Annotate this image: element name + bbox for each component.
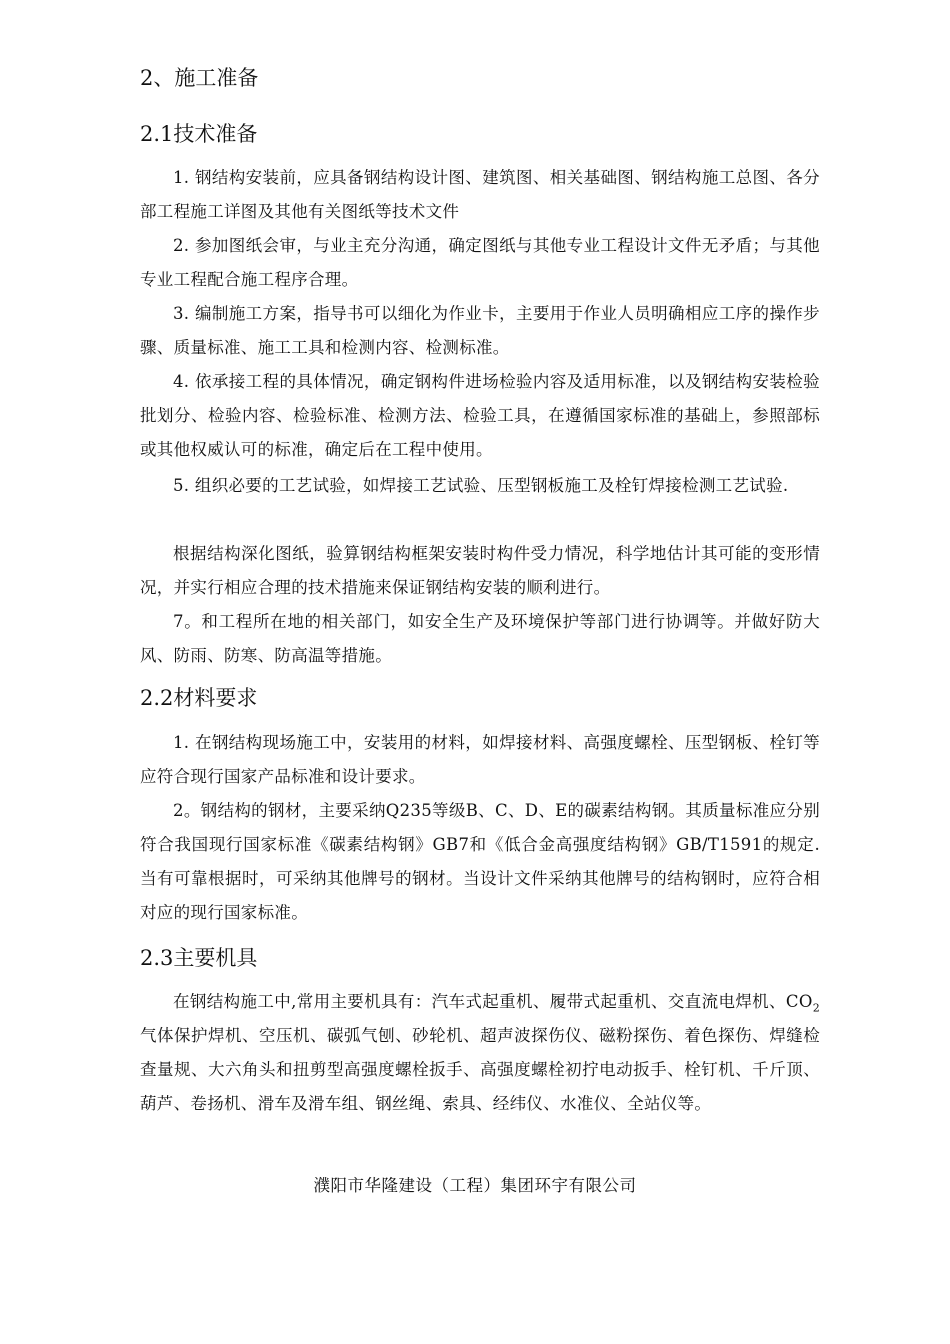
paragraph-2-1-7: 7。和工程所在地的相关部门，如安全生产及环境保护等部门进行协调等。并做好防大风、防雨、防寒、防高温等措施。 [140, 612, 820, 665]
paragraph-2-1-5: 5. 组织必要的工艺试验，如焊接工艺试验、压型钢板施工及栓钉焊接检测工艺试验. [173, 476, 789, 495]
co2-subscript: 2 [812, 1001, 820, 1015]
paragraph-2-1-1: 1. 钢结构安装前，应具备钢结构设计图、建筑图、相关基础图、钢结构施工总图、各分部工程施工详图及其他有关图纸等技术文件 [140, 168, 820, 221]
heading-2-2: 2.2材料要求 [140, 686, 258, 710]
paragraph-2-1-3: 3. 编制施工方案，指导书可以细化为作业卡，主要用于作业人员明确相应工序的操作步骤、质量标准、施工工具和检测内容、检测标准。 [140, 304, 820, 357]
heading-2-3: 2.3主要机具 [140, 946, 258, 970]
section-title: 2、施工准备 [140, 66, 259, 90]
paragraph-2-2-1: 1. 在钢结构现场施工中，安装用的材料，如焊接材料、高强度螺栓、压型钢板、栓钉等应符合现行国家产品标准和设计要求。 [140, 733, 820, 786]
paragraph-2-1-6: 根据结构深化图纸，验算钢结构框架安装时构件受力情况，科学地估计其可能的变形情况，并实行相应合理的技术措施来保证钢结构安装的顺利进行。 [140, 544, 820, 597]
paragraph-2-1-2: 2. 参加图纸会审，与业主充分沟通，确定图纸与其他专业工程设计文件无矛盾；与其他专业工程配合施工程序合理。 [140, 236, 820, 289]
equipment-text-part2: 气体保护焊机、空压机、碳弧气刨、砂轮机、超声波探伤仪、磁粉探伤、着色探伤、焊缝检查量规、大六角头和扭剪型高强度螺栓扳手、高强度螺栓初拧电动扳手、栓钉机、千斤顶、葫芦、卷扬机、滑车及滑车组、钢丝绳、索具、经纬仪、水准仪、全站仪等。 [140, 1026, 820, 1113]
paragraph-2-3-1 [140, 985, 820, 1121]
paragraph-2-2-2: 2。钢结构的钢材，主要采纳Q235等级B、C、D、E的碳素结构钢。其质量标准应分别符合我国现行国家标准《碳素结构钢》GB7和《低合金高强度结构钢》GB/T1591的规定.当有可靠根据时，可采纳其他牌号的钢材。当设计文件采纳其他牌号的结构钢时，应符合相对应的现行国家标准。 [140, 801, 820, 922]
paragraph-2-1-4: 4. 依承接工程的具体情况，确定钢构件进场检验内容及适用标准，以及钢结构安装检验批划分、检验内容、检验标准、检测方法、检验工具，在遵循国家标准的基础上，参照部标或其他权威认可的标准，确定后在工程中使用。 [140, 372, 820, 459]
heading-2-1: 2.1技术准备 [140, 122, 258, 146]
footer-company-name: 濮阳市华隆建设（工程）集团环宇有限公司 [313, 1176, 637, 1195]
equipment-text-part1: 在钢结构施工中,常用主要机具有：汽车式起重机、履带式起重机、交直流电焊机、CO [173, 992, 813, 1011]
